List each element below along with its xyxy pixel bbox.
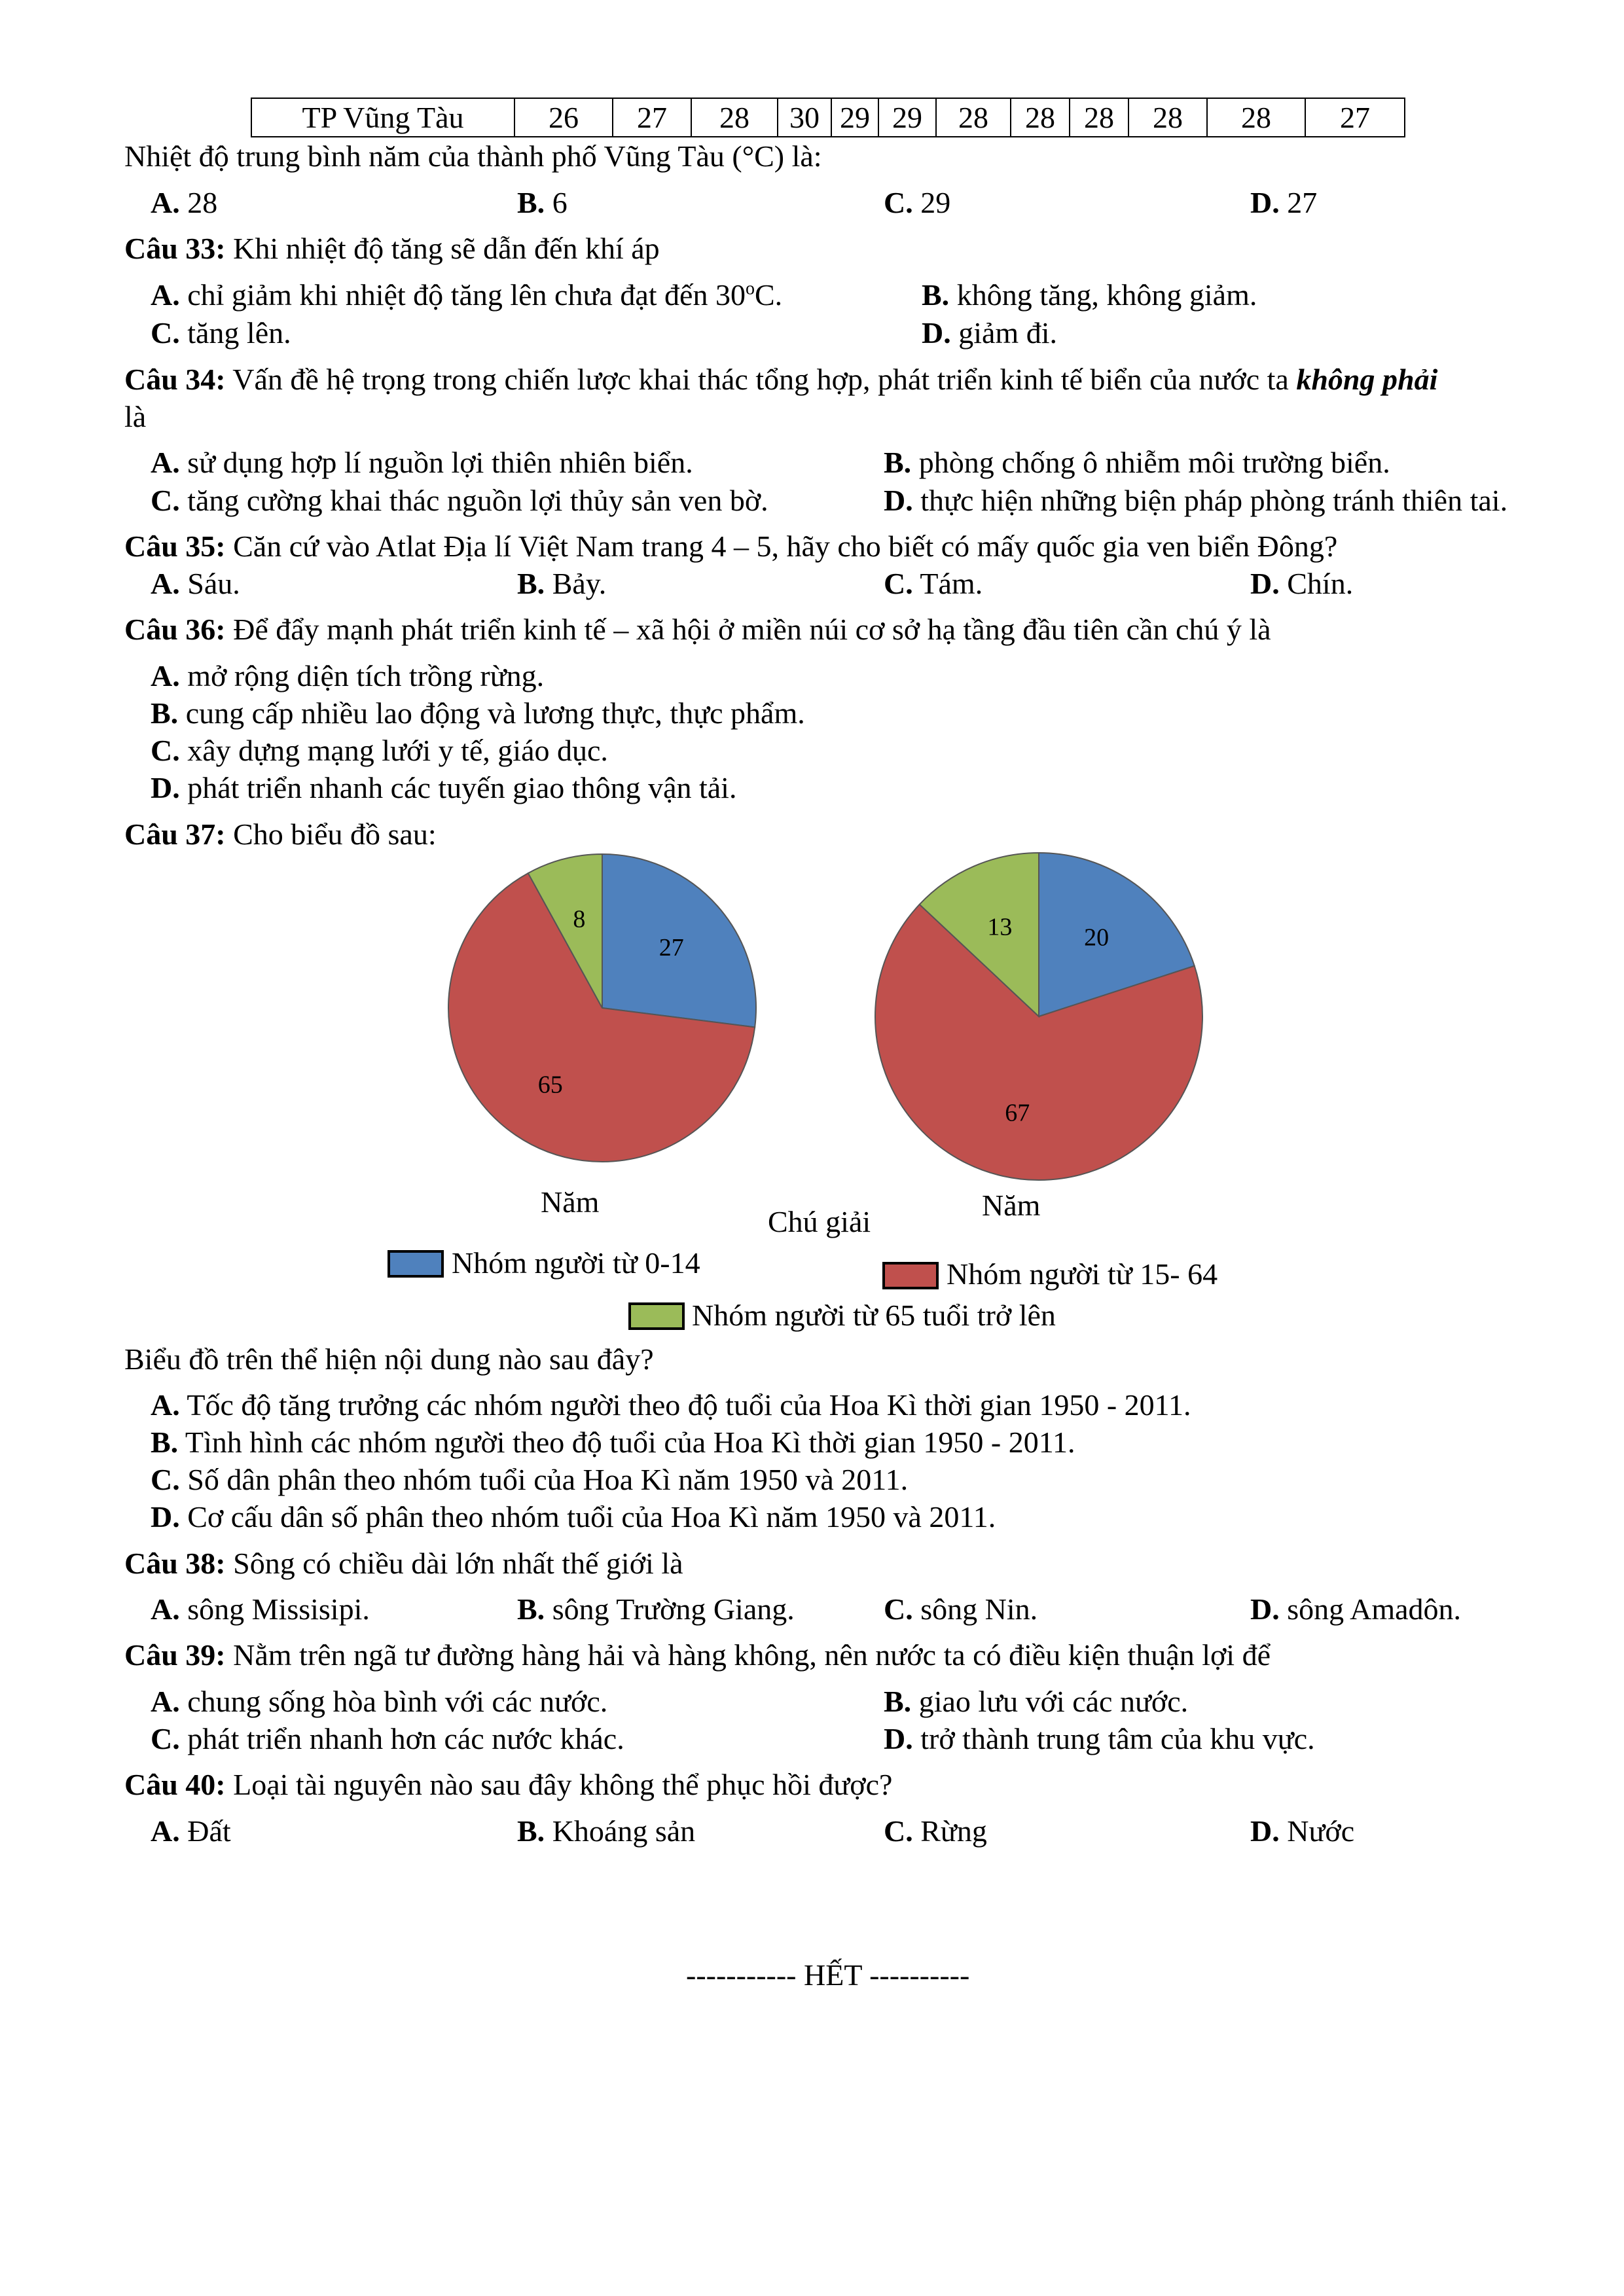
option-letter: C.: [884, 1592, 913, 1626]
option-letter: D.: [1250, 567, 1280, 600]
option-text: giao lưu với các nước.: [911, 1685, 1189, 1718]
option-letter: D.: [151, 771, 180, 804]
question-label: Câu 40:: [124, 1768, 226, 1801]
table-cell: 28: [1011, 98, 1070, 137]
option-letter: C.: [151, 1463, 180, 1496]
option-text: thực hiện những biện pháp phòng tránh thiên tai.: [912, 484, 1508, 517]
option-text: Sáu.: [179, 567, 240, 600]
option-text: xây dựng mạng lưới y tế, giáo dục.: [179, 734, 608, 767]
option-letter: B.: [151, 1426, 179, 1459]
table-cell: 28: [1207, 98, 1305, 137]
pie-1-data-label-2: 65: [537, 1071, 563, 1099]
option-c: [884, 1592, 1038, 1626]
table-cell: 26: [514, 98, 613, 137]
table-cell: 28: [691, 98, 778, 137]
option-letter: C.: [151, 484, 180, 517]
legend-label-15-64: Nhóm người từ 15- 64: [947, 1257, 1218, 1291]
option-text: trở thành trung tâm của khu vực.: [912, 1722, 1315, 1755]
pie-2-data-label-1: 20: [1084, 924, 1110, 952]
option-text: sông Trường Giang.: [545, 1592, 795, 1626]
table-row-label: TP Vũng Tàu: [251, 98, 514, 137]
option-letter: A.: [151, 1388, 180, 1422]
question-label: Câu 36:: [124, 613, 226, 646]
option-text: Tốc độ tăng trưởng các nhóm người theo độ tuổi của Hoa Kì thời gian 1950 - 2011.: [179, 1388, 1191, 1422]
option-letter: B.: [517, 567, 545, 600]
legend-swatch-65-plus: [628, 1302, 685, 1330]
option-text: Tình hình các nhóm người theo độ tuổi của Hoa Kì thời gian 1950 - 2011.: [178, 1426, 1075, 1459]
option-letter: A.: [151, 1592, 180, 1626]
pie-2-label: Năm: [982, 1189, 1041, 1222]
option-text: sử dụng hợp lí nguồn lợi thiên nhiên biển.: [179, 446, 693, 479]
table-cell: 28: [1070, 98, 1128, 137]
option-d: [151, 1499, 996, 1534]
option-text: 6: [545, 186, 568, 219]
question-text: Khi nhiệt độ tăng sẽ dẫn đến khí áp: [225, 232, 660, 265]
option-letter: B.: [884, 1685, 912, 1718]
option-text: 27: [1279, 186, 1318, 219]
option-letter: A.: [151, 1814, 180, 1848]
option-text: Rừng: [912, 1814, 987, 1848]
option-letter: D.: [1250, 1592, 1280, 1626]
pie-1-data-label-1: 27: [659, 933, 684, 961]
table-cell: 28: [936, 98, 1011, 137]
option-text: phát triển nhanh các tuyến giao thông vận tải.: [179, 771, 737, 804]
option-letter: C.: [884, 567, 913, 600]
option-letter: D.: [1250, 186, 1280, 219]
question-text: Loại tài nguyên nào sau đây không thể phục hồi được?: [225, 1768, 893, 1801]
legend-label-65-plus: Nhóm người từ 65 tuổi trở lên: [692, 1299, 1056, 1332]
question-34-line2: là: [124, 400, 147, 433]
option-letter: D.: [151, 1500, 180, 1534]
option-text: Đất: [179, 1814, 231, 1848]
option-letter: C.: [151, 316, 180, 350]
option-letter: C.: [151, 1722, 180, 1755]
question-text: Căn cứ vào Atlat Địa lí Việt Nam trang 4 – 5, hãy cho biết có mấy quốc gia ven biển Đông?: [225, 529, 1338, 563]
option-letter: A.: [151, 278, 180, 312]
option-letter: D.: [884, 484, 913, 517]
question-32-text: Nhiệt độ trung bình năm của thành phố Vũng Tàu (°C) là:: [124, 139, 822, 173]
option-text: tăng lên.: [179, 316, 291, 350]
legend-title: Chú giải: [768, 1205, 871, 1238]
table-cell: 29: [831, 98, 878, 137]
option-text-tail: C.: [754, 278, 783, 312]
option-letter: A.: [151, 446, 180, 479]
legend-swatch-0-14: [388, 1250, 444, 1278]
table-cell: 28: [1128, 98, 1207, 137]
question-label: Câu 34:: [124, 363, 226, 396]
option-letter: B.: [884, 446, 912, 479]
table-cell: 27: [1305, 98, 1405, 137]
question-label: Câu 39:: [124, 1638, 226, 1672]
option-letter: B.: [922, 278, 950, 312]
option-b: [151, 1425, 1075, 1460]
option-letter: B.: [151, 696, 179, 730]
option-text: chung sống hòa bình với các nước.: [179, 1685, 608, 1718]
option-text: Số dân phân theo nhóm tuổi của Hoa Kì năm 1950 và 2011.: [179, 1463, 909, 1496]
option-b: [517, 1592, 795, 1626]
option-text: sông Amadôn.: [1279, 1592, 1462, 1626]
option-letter: B.: [517, 186, 545, 219]
option-text: chỉ giảm khi nhiệt độ tăng lên chưa đạt đến 30: [179, 278, 746, 312]
option-text: 28: [179, 186, 218, 219]
legend-label-0-14: Nhóm người từ 0-14: [452, 1246, 700, 1280]
question-text: Để đẩy mạnh phát triển kinh tế – xã hội ở miền núi cơ sở hạ tầng đầu tiên cần chú ý là: [225, 613, 1271, 646]
option-b: [517, 1814, 695, 1848]
option-b: [884, 1684, 1188, 1719]
option-text: Tám.: [912, 567, 983, 600]
question-label: Câu 37:: [124, 817, 226, 851]
table-cell: 27: [613, 98, 691, 137]
question-40: [124, 1767, 892, 1802]
pie-2-data-label-3: 13: [987, 913, 1013, 941]
option-text: Nước: [1279, 1814, 1355, 1848]
option-letter: C.: [884, 1814, 913, 1848]
pie-1-label: Năm: [541, 1185, 600, 1219]
option-letter: D.: [884, 1722, 913, 1755]
question-label: Câu 33:: [124, 232, 226, 265]
question-label: Câu 35:: [124, 529, 226, 563]
option-text: 29: [912, 186, 951, 219]
option-text: mở rộng diện tích trồng rừng.: [179, 659, 545, 692]
question-text: Cho biểu đồ sau:: [225, 817, 437, 851]
option-letter: B.: [517, 1592, 545, 1626]
option-text: tăng cường khai thác nguồn lợi thủy sản ven bờ.: [179, 484, 768, 517]
question-text: Vấn đề hệ trọng trong chiến lược khai thác tổng hợp, phát triển kinh tế biển của nước ta: [225, 363, 1289, 396]
option-text: phòng chống ô nhiễm môi trường biển.: [911, 446, 1390, 479]
degree-superscript: o: [745, 278, 755, 299]
option-letter: B.: [517, 1814, 545, 1848]
option-letter: A.: [151, 567, 180, 600]
option-d: [884, 1721, 1315, 1756]
option-letter: A.: [151, 186, 180, 219]
option-letter: A.: [151, 659, 180, 692]
table-cell: 29: [878, 98, 936, 137]
option-a: [151, 1388, 1191, 1422]
option-letter: C.: [884, 186, 913, 219]
legend-swatch-15-64: [882, 1262, 939, 1289]
table-cell: 30: [778, 98, 831, 137]
question-38: [124, 1546, 683, 1581]
option-letter: C.: [151, 734, 180, 767]
question-label: Câu 38:: [124, 1547, 226, 1580]
option-letter: D.: [1250, 1814, 1280, 1848]
option-c: [884, 1814, 987, 1848]
option-text: cung cấp nhiều lao động và lương thực, thực phẩm.: [178, 696, 805, 730]
option-text: giảm đi.: [950, 316, 1057, 350]
option-text: Khoáng sản: [545, 1814, 696, 1848]
option-a: [151, 1814, 231, 1848]
option-text: không tăng, không giảm.: [949, 278, 1257, 312]
question-text: Sông có chiều dài lớn nhất thế giới là: [225, 1547, 683, 1580]
option-letter: A.: [151, 1685, 180, 1718]
pie-1-data-label-3: 8: [573, 905, 586, 933]
option-text: Bảy.: [545, 567, 607, 600]
option-a: [151, 1684, 607, 1719]
option-text: Cơ cấu dân số phân theo nhóm tuổi của Hoa Kì năm 1950 và 2011.: [179, 1500, 996, 1534]
question-39: [124, 1638, 1271, 1672]
option-d: [1250, 1592, 1461, 1626]
option-text: sông Nin.: [912, 1592, 1038, 1626]
option-c: [151, 1721, 624, 1756]
question-emphasis: không phải: [1296, 363, 1438, 396]
question-37-prompt: Biểu đồ trên thể hiện nội dung nào sau đây?: [124, 1342, 654, 1376]
pie-2-data-label-2: 67: [1005, 1099, 1030, 1127]
option-text: sông Missisipi.: [179, 1592, 370, 1626]
option-d: [1250, 1814, 1354, 1848]
end-marker: ----------- HẾT ----------: [686, 1958, 970, 1992]
question-text: Nằm trên ngã tư đường hàng hải và hàng không, nên nước ta có điều kiện thuận lợi để: [225, 1638, 1271, 1672]
option-text: Chín.: [1279, 567, 1354, 600]
option-text: phát triển nhanh hơn các nước khác.: [179, 1722, 624, 1755]
option-letter: D.: [922, 316, 951, 350]
option-c: [151, 1462, 908, 1497]
option-a: [151, 1592, 370, 1626]
